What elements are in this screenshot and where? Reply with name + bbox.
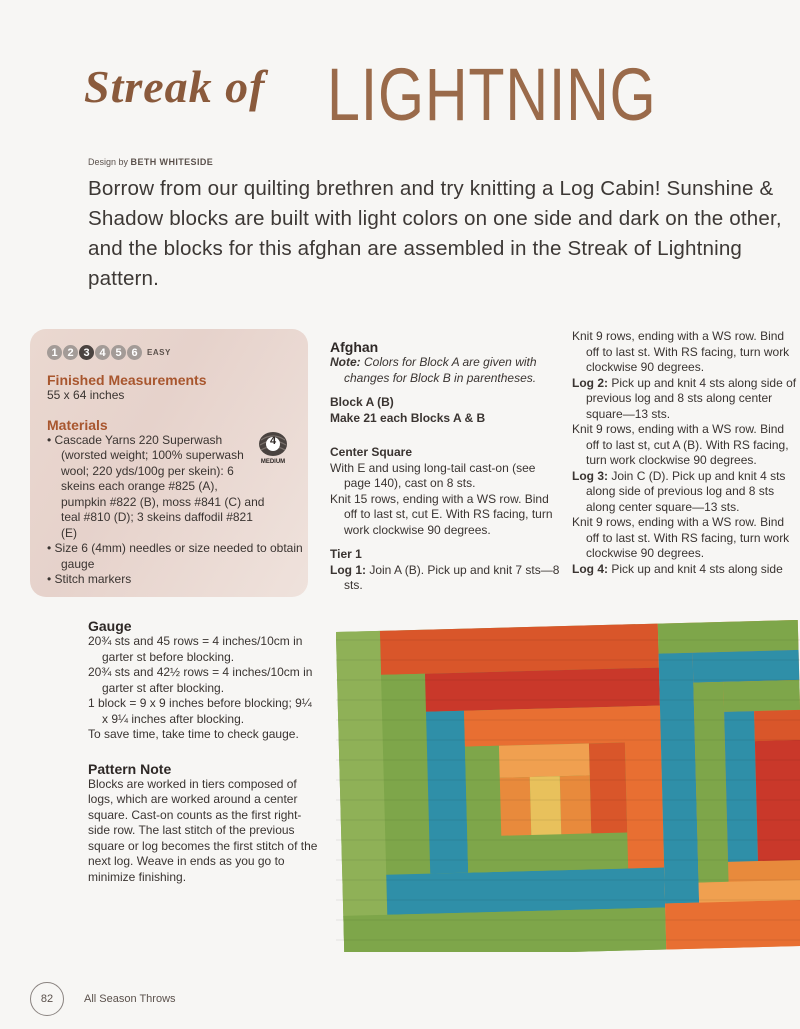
tier1-heading: Tier 1 [330,547,362,561]
skill-level-2: 2 [63,345,78,360]
materials-item-1: • Cascade Yarns 220 Superwash (worsted weight; 100% superwash wool; 220 yds/100g per skein): 6 skeins each orange #825 (A), pumpkin #822 (B), moss #841 (C) and teal #810 (D); 3 skeins daffodil #821 (E) [47,432,265,540]
gauge-section [88,618,318,885]
log3-label: Log 3: [572,468,608,483]
afghan-photo [336,620,800,952]
middle-column [330,339,562,594]
gauge-line-2: 20¾ sts and 42½ rows = 4 inches/10cm in garter st after blocking. [88,665,313,695]
skill-level-3: 3 [79,345,94,360]
right-column [572,329,800,577]
block-subheading: Make 21 each Blocks A & B [330,410,486,425]
right-para-3: Knit 9 rows, ending with a WS row. Bind off to last st. With RS facing, turn work clockwise 90 degrees. [572,515,790,560]
right-para-1: Knit 9 rows, ending with a WS row. Bind off to last st. With RS facing, turn work clockwise 90 degrees. [572,329,790,374]
skill-level-4: 4 [95,345,110,360]
intro-paragraph: Borrow from our quilting brethren and try knitting a Log Cabin! Sunshine & Shadow blocks are built with light colors on one side and dark on the other, and the blocks for this afghan are assembled in the Streak of Lightning pattern. [88,177,782,290]
skill-label: EASY [147,348,171,357]
materials-item-3: • Stitch markers [47,572,132,586]
materials-item-2: • Size 6 (4mm) needles or size needed to obtain gauge [47,541,303,571]
log2-label: Log 2: [572,375,608,390]
page-number: 82 [30,982,64,1016]
log4-text: Pick up and knit 4 sts along side [611,561,783,576]
designer-name: BETH WHITESIDE [130,157,214,167]
book-title: All Season Throws [84,993,176,1005]
log4-line [572,562,800,578]
right-para-2: Knit 9 rows, ending with a WS row. Bind off to last st, cut A (B). With RS facing, turn work clockwise 90 degrees. [572,422,789,467]
afghan-note-text: Colors for Block A are given with changes for Block B in parentheses. [344,355,537,385]
byline-prefix: Design by [88,157,129,167]
skill-level-1: 1 [47,345,62,360]
title-script: Streak of [84,61,266,112]
gauge-line-3: 1 block = 9 x 9 inches before blocking; 9¼ x 9¼ inches after blocking. [88,696,312,726]
log2-line [572,376,800,423]
finished-heading: Finished Measurements [47,372,207,388]
gauge-heading: Gauge [88,618,132,634]
block-heading: Block A (B) [330,395,394,409]
skill-level [47,345,171,360]
skill-level-6: 6 [127,345,142,360]
yarn-weight-number: 4 [269,435,277,447]
finished-text: 55 x 64 inches [47,388,125,402]
log4-label: Log 4: [572,561,608,576]
gauge-line-1: 20¾ sts and 45 rows = 4 inches/10cm in garter st before blocking. [88,634,303,664]
materials-heading: Materials [47,416,108,433]
byline [88,157,213,167]
title-caps: LIGHTNING [327,53,657,136]
finished-section [47,372,302,588]
skill-level-5: 5 [111,345,126,360]
log1-line [330,563,562,594]
gauge-note: To save time, take time to check gauge. [88,727,299,741]
afghan-note [330,355,562,386]
pattern-note-text: Blocks are worked in tiers composed of logs, which are worked around a center square. Cast-on counts as the first right-side row. The last stitch of the previous square or log becomes the first stitch of the next log. Weave in ends as you go to minimize finishing. [88,776,318,884]
log2-text: Pick up and knit 4 sts along side of previous log and 8 sts along center square—13 sts. [586,375,797,421]
afghan-note-label: Note: [330,355,361,369]
center-square-line-2: Knit 15 rows, ending with a WS row. Bind off to last st, cut E. With RS facing, turn work clockwise 90 degrees. [330,491,553,537]
log3-text: Join C (D). Pick up and knit 4 sts along side of previous log and 8 sts along center square—13 sts. [586,468,786,514]
log1-label: Log 1: [330,562,366,577]
yarn-weight-label: MEDIUM [260,459,286,465]
log3-line [572,469,800,516]
log1-text: Join A (B). Pick up and knit 7 sts—8 sts. [344,562,560,592]
center-square-line-1: With E and using long-tail cast-on (see page 140), cast on 8 sts. [330,460,536,490]
pattern-note-heading: Pattern Note [88,760,172,777]
yarn-weight-icon [255,430,291,468]
center-square-heading: Center Square [330,445,413,459]
afghan-heading: Afghan [330,339,379,355]
footer [30,982,176,1016]
